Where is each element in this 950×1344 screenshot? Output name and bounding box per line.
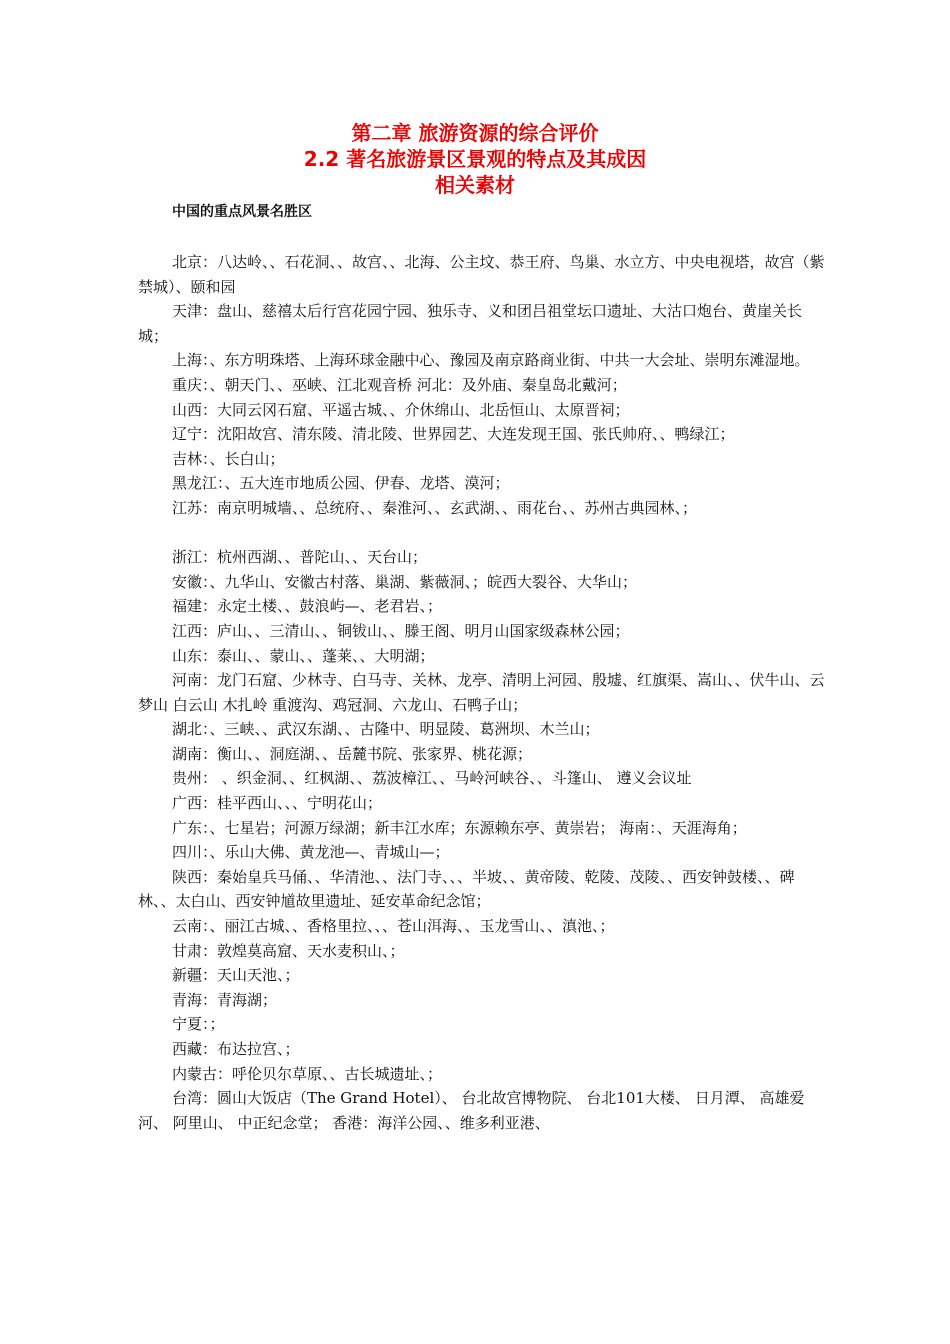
- chapter-title: 第二章 旅游资源的综合评价: [351, 121, 599, 145]
- list-item: 河南：龙门石窟、少林寺、白马寺、关林、龙亭、清明上河园、殷墟、红旗渠、嵩山、、伏牛山、云梦山 白云山 木扎岭 重渡沟、鸡冠洞、六龙山、石鸭子山；: [138, 671, 825, 714]
- list-item: 天津：盘山、慈禧太后行宫花园宁园、独乐寺、义和团吕祖堂坛口遗址、大沽口炮台、黄崖关长城；: [138, 302, 803, 345]
- scenic-area-list: [138, 250, 828, 1135]
- list-item: 湖北：、三峡、、武汉东湖、、古隆中、明显陵、葛洲坝、木兰山；: [172, 720, 600, 739]
- list-item: 重庆：、朝天门、、巫峡、江北观音桥 河北：及外庙、秦皇岛北戴河；: [172, 375, 627, 394]
- document-title: [0, 120, 950, 198]
- list-item: 宁夏：；: [172, 1015, 225, 1034]
- list-item: 贵州： 、织金洞、、红枫湖、、荔波樟江、、马岭河峡谷、、斗篷山、 遵义会议址: [172, 769, 692, 788]
- list-item: 四川：、乐山大佛、黄龙池—、青城山—；: [172, 843, 450, 862]
- list-item: 陕西：秦始皇兵马俑、、华清池、、法门寺、、、半坡、、黄帝陵、乾陵、茂陵、、西安钟鼓楼、、碑林、、太白山、西安钟馗故里遗址、延安革命纪念馆；: [138, 867, 795, 911]
- blank-line: [138, 521, 828, 546]
- list-item: 新疆：天山天池、；: [172, 966, 300, 985]
- list-item: 甘肃：敦煌莫高窟、天水麦积山、；: [172, 941, 405, 960]
- list-item: 江苏：南京明城墙、、总统府、、秦淮河、、玄武湖、、雨花台、、苏州古典园林、；: [172, 498, 698, 517]
- list-item: 山东：泰山、、蒙山、、蓬莱、、大明湖；: [172, 646, 435, 665]
- section-title: 2.2 著名旅游景区景观的特点及其成因: [303, 147, 647, 171]
- list-item: 台湾：圆山大饭店（The Grand Hotel）、 台北故宫博物院、 台北101大楼、 日月潭、 高雄爱河、 阿里山、 中正纪念堂； 香港：海洋公园、、维多利亚港、: [138, 1089, 805, 1132]
- list-item: 青海：青海湖；: [172, 990, 278, 1009]
- list-item: 山西：大同云冈石窟、平遥古城、、介休绵山、北岳恒山、太原晋祠；: [172, 400, 630, 419]
- list-item: 上海：、东方明珠塔、上海环球金融中心、豫园及南京路商业街、中共一大会址、崇明东滩湿地。: [172, 351, 810, 370]
- list-item: 浙江：杭州西湖、、普陀山、、天台山；: [172, 548, 428, 567]
- list-item: 辽宁：沈阳故宫、清东陵、清北陵、世界园艺、大连发现王国、张氏帅府、、鸭绿江；: [172, 425, 735, 444]
- list-item: 北京：八达岭、、石花洞、、故宫、、北海、公主坟、恭王府、鸟巢、水立方、中央电视塔，故宫（紫禁城）、颐和园: [138, 253, 825, 296]
- list-item: 湖南：衡山、、洞庭湖、、岳麓书院、张家界、桃花源；: [172, 744, 533, 763]
- list-item: 广西：桂平西山、、、宁明花山；: [172, 794, 383, 813]
- list-item: 云南：、丽江古城、、香格里拉、、、苍山洱海、、玉龙雪山、、滇池、；: [172, 917, 615, 936]
- list-item: 内蒙古：呼伦贝尔草原、、古长城遗址、；: [172, 1064, 443, 1083]
- list-item: 安徽：、九华山、安徽古村落、巢湖、紫薇洞、；皖西大裂谷、大华山；: [172, 572, 638, 591]
- list-item: 西藏：布达拉宫、；: [172, 1040, 300, 1058]
- list-item: 广东：、七星岩；河源万绿湖；新丰江水库；东源赖东亭、黄崇岩； 海南：、天涯海角；: [172, 818, 747, 837]
- list-item: 江西：庐山、、三清山、、铜钹山、、滕王阁、明月山国家级森林公园；: [172, 621, 630, 640]
- list-item: 黑龙江：、五大连市地质公园、伊春、龙塔、漠河；: [172, 474, 510, 493]
- list-item: 吉林：、长白山；: [172, 449, 285, 468]
- section-heading: 中国的重点风景名胜区: [172, 204, 312, 220]
- material-title: 相关素材: [435, 173, 515, 197]
- list-item: 福建：永定土楼、、鼓浪屿—、老君岩、；: [172, 597, 443, 616]
